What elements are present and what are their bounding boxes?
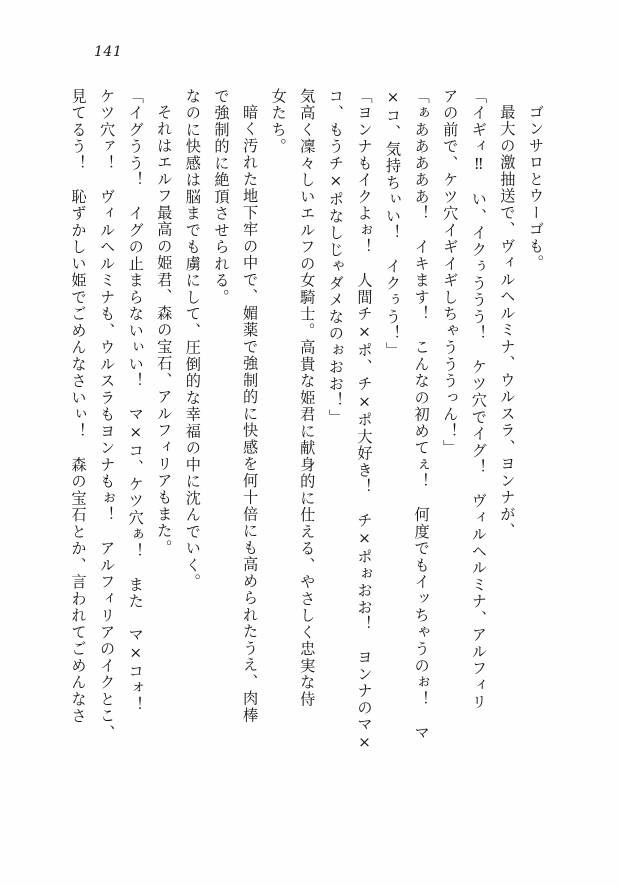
text-column: で強制的に絶頂させられる。 [212,88,231,306]
text-column: 女たち。 [269,88,288,155]
text-column: ケツ穴ァ！ ヴィルヘルミナも、ウルスラもヨンナもぉ！ アルフィリアのイクとこ、 [98,88,117,742]
text-column: 「イグうう！ イグの止まらないぃい！ マ×コ、ケツ穴ぁ！ また マ×コォ！ [126,88,145,714]
text-column: 気高く凜々しいエルフの女騎士。高貴な姫君に献身的に仕える、やさしく忠実な侍 [298,88,317,708]
text-column: 暗く汚れた地下牢の中で、媚薬で強制的に快感を何十倍にも高められたうえ、肉棒 [241,104,260,724]
text-column: コ、もうチ×ポなしじゃダメなのぉおお！」 [326,88,345,426]
text-column: アの前で、ケツ穴イギイギしちゃうううっん！」 [441,88,460,457]
vertical-text-body [69,88,545,804]
text-column: 最大の激抽送で、ヴィルヘルミナ、ウルスラ、ヨンナが、 [498,104,517,540]
text-column: ×コ、気持ちぃい！ イクぅう！」 [384,88,403,359]
page-number: 141 [94,44,123,60]
text-column: 「ぁあああああ！ イキます！ こんなの初めてぇ！ 何度でもイッちゃうのぉ！ マ [412,88,431,742]
text-column: なのに快感は脳までも虜にして、圧倒的な幸福の中に沈んでいく。 [183,88,202,591]
text-column: ゴンサロとウーゴも。 [527,104,545,272]
text-column: 「ヨンナもイクよぉ！ 人間チ×ポ、チ×ポ大好き！ チ×ポぉおお！ ヨンナのマ× [355,88,374,753]
text-column: 見てるう！ 恥ずかしい姫でごめんなさいぃ！ 森の宝石とか、言われてごめんなさ [69,88,88,725]
text-column: 「イギィ‼ い、イクぅううう！ ケツ穴でイグ！ ヴィルヘルミナ、アルフィリ [469,88,488,711]
text-column: それはエルフ最高の姫君、森の宝石、アルフィリアもまた。 [155,104,174,557]
